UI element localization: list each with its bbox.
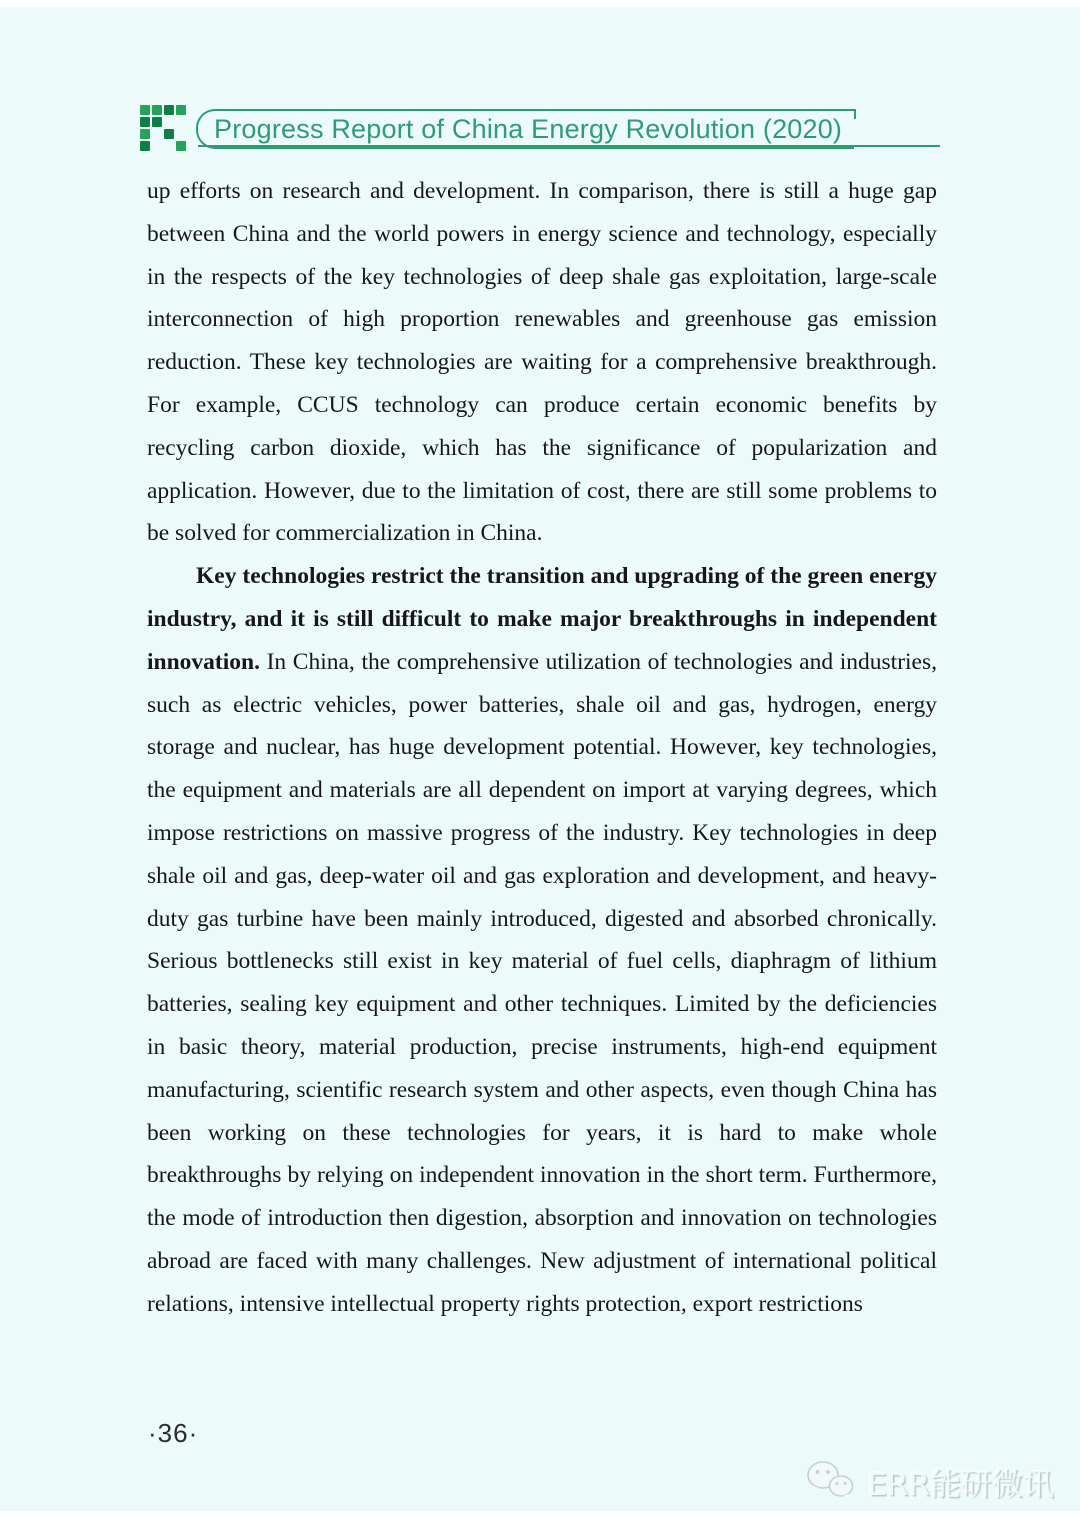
watermark-label: ERR能研微讯 xyxy=(867,1466,1054,1503)
page-body xyxy=(147,170,937,1326)
logo-pixel xyxy=(140,141,150,151)
paragraph-key-technologies xyxy=(147,555,937,1325)
logo-pixel-empty xyxy=(164,117,174,127)
logo-pixel-empty xyxy=(152,141,162,151)
pixel-grid-logo-icon xyxy=(140,105,186,151)
document-page xyxy=(0,7,1080,1511)
logo-pixel xyxy=(140,129,150,139)
paragraph-bold-lead: Key technologies restrict the transition and upgrading of the green energy industry, and it is still difficult to make major breakthroughs in independent innovation. xyxy=(147,563,937,675)
logo-pixel xyxy=(164,129,174,139)
logo-pixel xyxy=(152,117,162,127)
wechat-icon xyxy=(803,1458,857,1504)
logo-pixel xyxy=(140,117,150,127)
header-rule xyxy=(198,145,940,147)
watermark xyxy=(803,1455,1054,1507)
report-title-capsule xyxy=(196,109,854,149)
logo-pixel xyxy=(176,141,186,151)
page-header xyxy=(140,102,940,154)
logo-pixel-empty xyxy=(164,141,174,151)
logo-pixel xyxy=(152,105,162,115)
logo-pixel-empty xyxy=(176,117,186,127)
paragraph-continuation-from-previous-page: up efforts on research and development. In comparison, there is still a huge gap between China and the world powers in energy science and technology, especially in the respects of the key technologies of deep shale gas exploitation, large-scale interconnection of high proportion renewables and greenhouse gas emission reduction. These key technologies are waiting for a comprehensive breakthrough. For example, CCUS technology can produce certain economic benefits by recycling carbon dioxide, which has the significance of popularization and application. However, due to the limitation of cost, there are still some problems to be solved for commercialization in China. xyxy=(147,178,937,547)
logo-pixel-empty xyxy=(152,129,162,139)
page-header-title: Progress Report of China Energy Revolution (2020) xyxy=(214,113,843,144)
logo-pixel-empty xyxy=(176,129,186,139)
logo-pixel xyxy=(140,105,150,115)
paragraph-body-text: In China, the comprehensive utilization of technologies and industries, such as electric vehicles, power batteries, shale oil and gas, hydrogen, energy storage and nuclear, has huge development potential. However, key technologies, the equipment and materials are all dependent on import at varying degrees, which impose restrictions on massive progress of the industry. Key technologies in deep shale oil and gas, deep-water oil and gas exploration and development, and heavy-duty gas turbine have been mainly introduced, digested and absorbed chronically. Serious bottlenecks still exist in key material of fuel cells, diaphragm of lithium batteries, sealing key equipment and other techniques. Limited by the deficiencies in basic theory, material production, precise instruments, high-end equipment manufacturing, scientific research system and other aspects, even though China has been working on these technologies for years, it is hard to make whole breakthroughs by relying on independent innovation in the short term. Furthermore, the mode of introduction then digestion, absorption and innovation on technologies abroad are faced with many challenges. New adjustment of international political relations, intensive intellectual property rights protection, export restrictions xyxy=(147,648,937,1317)
logo-pixel xyxy=(176,105,186,115)
logo-pixel xyxy=(164,105,174,115)
page-number: ·36· xyxy=(148,1418,199,1448)
